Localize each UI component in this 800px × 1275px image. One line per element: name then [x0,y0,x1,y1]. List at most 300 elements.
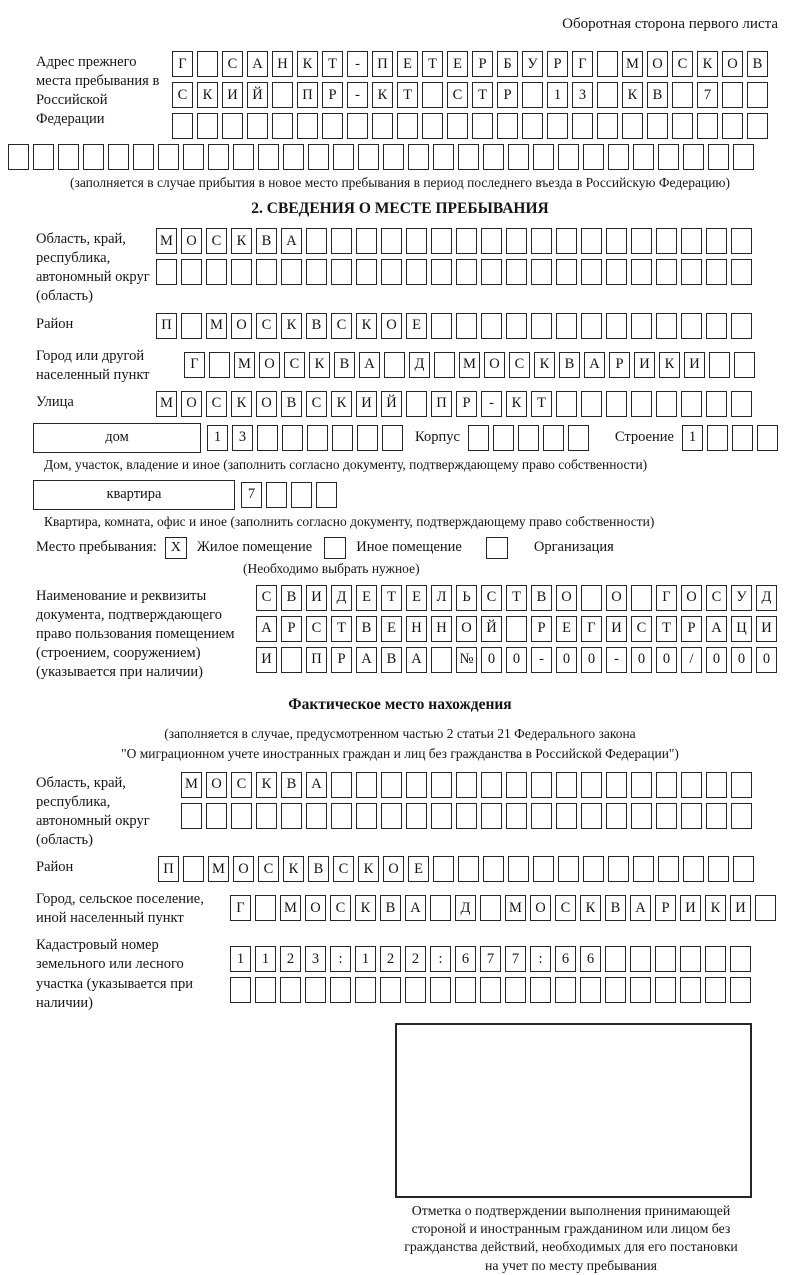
char-cell[interactable]: С [222,51,243,77]
char-cell[interactable] [531,259,552,285]
char-cell[interactable]: Д [756,585,777,611]
char-cell[interactable]: В [356,616,377,642]
char-cell[interactable] [655,977,676,1003]
char-cell[interactable] [631,803,652,829]
char-cell[interactable]: Н [406,616,427,642]
char-cell[interactable]: П [431,391,452,417]
char-cell[interactable] [258,144,279,170]
char-cell[interactable] [556,313,577,339]
char-cell[interactable] [332,425,353,451]
char-cell[interactable]: В [281,772,302,798]
char-cell[interactable]: Р [681,616,702,642]
char-cell[interactable] [422,82,443,108]
char-cell[interactable] [672,113,693,139]
char-cell[interactable]: К [283,856,304,882]
char-cell[interactable] [331,772,352,798]
char-cell[interactable] [458,144,479,170]
char-cell[interactable]: А [584,352,605,378]
char-cell[interactable] [581,228,602,254]
char-cell[interactable] [347,113,368,139]
char-cell[interactable] [605,977,626,1003]
char-cell[interactable]: П [306,647,327,673]
char-cell[interactable] [730,946,751,972]
char-cell[interactable] [597,113,618,139]
char-cell[interactable]: С [481,585,502,611]
char-cell[interactable] [381,228,402,254]
char-cell[interactable] [681,391,702,417]
char-cell[interactable]: О [383,856,404,882]
char-cell[interactable] [255,895,276,921]
char-cell[interactable]: Д [409,352,430,378]
char-cell[interactable] [556,228,577,254]
char-cell[interactable] [580,977,601,1003]
char-cell[interactable]: 0 [481,647,502,673]
char-cell[interactable] [405,977,426,1003]
char-cell[interactable] [231,259,252,285]
char-cell[interactable] [543,425,564,451]
char-cell[interactable]: 7 [697,82,718,108]
char-cell[interactable] [181,259,202,285]
char-cell[interactable]: О [305,895,326,921]
char-cell[interactable] [622,113,643,139]
stay-option-other-checkbox[interactable] [324,537,346,559]
char-cell[interactable]: К [256,772,277,798]
char-cell[interactable] [456,803,477,829]
char-cell[interactable] [406,259,427,285]
char-cell[interactable] [255,977,276,1003]
char-cell[interactable]: Г [572,51,593,77]
char-cell[interactable]: К [281,313,302,339]
char-cell[interactable] [508,856,529,882]
char-cell[interactable] [631,228,652,254]
char-cell[interactable] [606,228,627,254]
char-cell[interactable]: С [258,856,279,882]
char-cell[interactable]: К [355,895,376,921]
char-cell[interactable] [757,425,778,451]
char-cell[interactable] [230,977,251,1003]
char-cell[interactable]: - [531,647,552,673]
char-cell[interactable]: И [756,616,777,642]
char-cell[interactable]: / [681,647,702,673]
char-cell[interactable] [280,977,301,1003]
char-cell[interactable]: Т [531,391,552,417]
char-cell[interactable]: 0 [556,647,577,673]
char-cell[interactable] [156,259,177,285]
char-cell[interactable] [731,391,752,417]
char-cell[interactable] [208,144,229,170]
char-cell[interactable] [605,946,626,972]
char-cell[interactable]: 1 [255,946,276,972]
char-cell[interactable]: Д [331,585,352,611]
char-cell[interactable] [256,259,277,285]
char-cell[interactable] [558,856,579,882]
char-cell[interactable] [247,113,268,139]
char-cell[interactable] [384,352,405,378]
char-cell[interactable] [530,977,551,1003]
char-cell[interactable] [430,977,451,1003]
char-cell[interactable] [406,772,427,798]
char-cell[interactable]: 7 [241,482,262,508]
char-cell[interactable]: О [681,585,702,611]
char-cell[interactable] [556,391,577,417]
char-cell[interactable] [306,803,327,829]
char-cell[interactable] [747,113,768,139]
char-cell[interactable] [431,772,452,798]
char-cell[interactable] [506,772,527,798]
char-cell[interactable]: С [331,313,352,339]
char-cell[interactable] [333,144,354,170]
char-cell[interactable] [257,425,278,451]
char-cell[interactable]: М [206,313,227,339]
char-cell[interactable] [581,313,602,339]
char-cell[interactable]: К [309,352,330,378]
char-cell[interactable] [705,946,726,972]
char-cell[interactable]: Е [556,616,577,642]
char-cell[interactable] [531,772,552,798]
char-cell[interactable]: А [359,352,380,378]
char-cell[interactable] [222,113,243,139]
char-cell[interactable]: Й [481,616,502,642]
char-cell[interactable] [306,259,327,285]
char-cell[interactable] [731,803,752,829]
char-cell[interactable] [330,977,351,1003]
char-cell[interactable]: Т [472,82,493,108]
char-cell[interactable]: К [331,391,352,417]
char-cell[interactable]: К [231,228,252,254]
char-cell[interactable] [606,391,627,417]
char-cell[interactable]: А [406,647,427,673]
char-cell[interactable] [447,113,468,139]
char-cell[interactable]: С [256,585,277,611]
char-cell[interactable] [506,803,527,829]
char-cell[interactable] [356,259,377,285]
char-cell[interactable] [172,113,193,139]
char-cell[interactable]: О [456,616,477,642]
char-cell[interactable] [631,772,652,798]
char-cell[interactable] [508,144,529,170]
char-cell[interactable]: Е [356,585,377,611]
char-cell[interactable]: С [672,51,693,77]
char-cell[interactable]: 0 [631,647,652,673]
char-cell[interactable] [506,228,527,254]
char-cell[interactable] [558,144,579,170]
char-cell[interactable] [431,259,452,285]
char-cell[interactable]: Й [247,82,268,108]
char-cell[interactable] [431,803,452,829]
char-cell[interactable]: 0 [706,647,727,673]
char-cell[interactable]: 1 [230,946,251,972]
char-cell[interactable] [531,803,552,829]
char-cell[interactable]: А [256,616,277,642]
char-cell[interactable] [731,259,752,285]
char-cell[interactable] [597,51,618,77]
char-cell[interactable] [433,144,454,170]
char-cell[interactable] [706,259,727,285]
char-cell[interactable] [506,616,527,642]
char-cell[interactable] [555,977,576,1003]
char-cell[interactable] [732,425,753,451]
char-cell[interactable] [518,425,539,451]
char-cell[interactable]: Р [322,82,343,108]
char-cell[interactable] [455,977,476,1003]
char-cell[interactable]: О [233,856,254,882]
char-cell[interactable]: О [647,51,668,77]
char-cell[interactable]: 0 [656,647,677,673]
char-cell[interactable] [206,259,227,285]
char-cell[interactable] [506,259,527,285]
char-cell[interactable] [747,82,768,108]
char-cell[interactable] [406,391,427,417]
char-cell[interactable]: 2 [405,946,426,972]
char-cell[interactable] [672,82,693,108]
char-cell[interactable]: Т [322,51,343,77]
char-cell[interactable]: С [206,391,227,417]
char-cell[interactable] [706,391,727,417]
apartment-field-box[interactable]: квартира [33,480,235,510]
char-cell[interactable] [581,585,602,611]
char-cell[interactable] [656,313,677,339]
char-cell[interactable] [706,803,727,829]
char-cell[interactable]: 6 [555,946,576,972]
char-cell[interactable] [316,482,337,508]
char-cell[interactable] [680,977,701,1003]
char-cell[interactable]: Р [531,616,552,642]
char-cell[interactable] [606,313,627,339]
char-cell[interactable]: К [372,82,393,108]
char-cell[interactable] [380,977,401,1003]
char-cell[interactable]: Т [422,51,443,77]
char-cell[interactable] [397,113,418,139]
char-cell[interactable] [633,144,654,170]
char-cell[interactable]: К [697,51,718,77]
char-cell[interactable] [583,144,604,170]
char-cell[interactable]: Е [397,51,418,77]
char-cell[interactable] [356,772,377,798]
char-cell[interactable]: Л [431,585,452,611]
char-cell[interactable]: О [181,228,202,254]
char-cell[interactable] [493,425,514,451]
char-cell[interactable] [522,113,543,139]
char-cell[interactable]: У [522,51,543,77]
char-cell[interactable]: С [631,616,652,642]
char-cell[interactable]: М [234,352,255,378]
char-cell[interactable] [731,228,752,254]
char-cell[interactable] [305,977,326,1003]
char-cell[interactable] [733,856,754,882]
char-cell[interactable] [381,259,402,285]
char-cell[interactable] [597,82,618,108]
char-cell[interactable] [308,144,329,170]
char-cell[interactable]: В [381,647,402,673]
char-cell[interactable]: И [730,895,751,921]
char-cell[interactable]: Т [656,616,677,642]
char-cell[interactable] [281,647,302,673]
char-cell[interactable]: Н [272,51,293,77]
char-cell[interactable]: В [647,82,668,108]
char-cell[interactable] [197,113,218,139]
char-cell[interactable]: И [256,647,277,673]
char-cell[interactable]: С [206,228,227,254]
char-cell[interactable]: Е [447,51,468,77]
char-cell[interactable]: П [297,82,318,108]
char-cell[interactable] [680,946,701,972]
char-cell[interactable] [133,144,154,170]
char-cell[interactable] [547,113,568,139]
char-cell[interactable] [406,803,427,829]
char-cell[interactable]: 2 [380,946,401,972]
char-cell[interactable]: 1 [682,425,703,451]
char-cell[interactable]: И [222,82,243,108]
char-cell[interactable]: М [459,352,480,378]
char-cell[interactable] [272,113,293,139]
char-cell[interactable] [181,803,202,829]
char-cell[interactable] [381,803,402,829]
char-cell[interactable]: П [372,51,393,77]
char-cell[interactable]: 0 [506,647,527,673]
char-cell[interactable]: О [256,391,277,417]
char-cell[interactable]: О [530,895,551,921]
char-cell[interactable]: 2 [280,946,301,972]
char-cell[interactable]: Р [456,391,477,417]
char-cell[interactable]: Т [506,585,527,611]
char-cell[interactable]: 0 [581,647,602,673]
char-cell[interactable] [456,772,477,798]
char-cell[interactable] [183,144,204,170]
char-cell[interactable] [631,391,652,417]
char-cell[interactable] [583,856,604,882]
char-cell[interactable] [731,772,752,798]
char-cell[interactable] [456,313,477,339]
char-cell[interactable] [382,425,403,451]
char-cell[interactable] [408,144,429,170]
char-cell[interactable]: С [172,82,193,108]
char-cell[interactable] [158,144,179,170]
char-cell[interactable]: 7 [480,946,501,972]
char-cell[interactable]: С [333,856,354,882]
char-cell[interactable] [8,144,29,170]
char-cell[interactable] [631,585,652,611]
char-cell[interactable] [581,259,602,285]
char-cell[interactable]: В [334,352,355,378]
char-cell[interactable] [281,259,302,285]
char-cell[interactable] [656,259,677,285]
char-cell[interactable]: И [634,352,655,378]
char-cell[interactable] [381,772,402,798]
char-cell[interactable] [533,144,554,170]
char-cell[interactable]: Б [497,51,518,77]
char-cell[interactable] [658,144,679,170]
char-cell[interactable] [256,803,277,829]
char-cell[interactable] [480,895,501,921]
char-cell[interactable] [356,228,377,254]
char-cell[interactable]: А [405,895,426,921]
char-cell[interactable] [422,113,443,139]
char-cell[interactable]: С [306,616,327,642]
char-cell[interactable] [480,977,501,1003]
char-cell[interactable]: С [284,352,305,378]
char-cell[interactable]: Г [656,585,677,611]
char-cell[interactable] [606,259,627,285]
char-cell[interactable] [456,259,477,285]
char-cell[interactable]: М [156,228,177,254]
char-cell[interactable]: Т [381,585,402,611]
char-cell[interactable] [357,425,378,451]
char-cell[interactable]: Е [408,856,429,882]
char-cell[interactable]: Г [184,352,205,378]
char-cell[interactable] [631,259,652,285]
char-cell[interactable] [306,228,327,254]
char-cell[interactable] [458,856,479,882]
char-cell[interactable] [708,856,729,882]
char-cell[interactable] [681,313,702,339]
char-cell[interactable] [497,113,518,139]
char-cell[interactable]: О [381,313,402,339]
char-cell[interactable]: 6 [580,946,601,972]
char-cell[interactable]: М [622,51,643,77]
char-cell[interactable] [209,352,230,378]
char-cell[interactable]: 0 [731,647,752,673]
char-cell[interactable]: С [231,772,252,798]
char-cell[interactable] [431,228,452,254]
char-cell[interactable]: Е [381,616,402,642]
char-cell[interactable] [331,803,352,829]
char-cell[interactable] [291,482,312,508]
char-cell[interactable]: № [456,647,477,673]
char-cell[interactable] [108,144,129,170]
char-cell[interactable] [697,113,718,139]
char-cell[interactable] [434,352,455,378]
char-cell[interactable] [183,856,204,882]
char-cell[interactable]: С [306,391,327,417]
char-cell[interactable] [481,259,502,285]
char-cell[interactable] [372,113,393,139]
char-cell[interactable]: 0 [756,647,777,673]
char-cell[interactable] [581,391,602,417]
char-cell[interactable] [468,425,489,451]
char-cell[interactable]: Т [397,82,418,108]
char-cell[interactable] [722,113,743,139]
char-cell[interactable]: Р [609,352,630,378]
char-cell[interactable] [707,425,728,451]
char-cell[interactable] [755,895,776,921]
char-cell[interactable] [681,772,702,798]
char-cell[interactable]: М [208,856,229,882]
char-cell[interactable] [522,82,543,108]
char-cell[interactable] [531,313,552,339]
char-cell[interactable] [683,144,704,170]
char-cell[interactable]: Ь [456,585,477,611]
char-cell[interactable] [709,352,730,378]
char-cell[interactable]: У [731,585,752,611]
char-cell[interactable] [472,113,493,139]
char-cell[interactable] [307,425,328,451]
char-cell[interactable] [430,895,451,921]
char-cell[interactable] [608,856,629,882]
char-cell[interactable]: Р [472,51,493,77]
char-cell[interactable] [733,144,754,170]
char-cell[interactable]: Г [172,51,193,77]
char-cell[interactable] [647,113,668,139]
char-cell[interactable] [656,391,677,417]
char-cell[interactable] [706,228,727,254]
char-cell[interactable]: К [358,856,379,882]
char-cell[interactable] [630,946,651,972]
char-cell[interactable] [533,856,554,882]
char-cell[interactable]: Ц [731,616,752,642]
char-cell[interactable]: - [347,51,368,77]
char-cell[interactable]: - [481,391,502,417]
stay-option-organization-checkbox[interactable] [486,537,508,559]
